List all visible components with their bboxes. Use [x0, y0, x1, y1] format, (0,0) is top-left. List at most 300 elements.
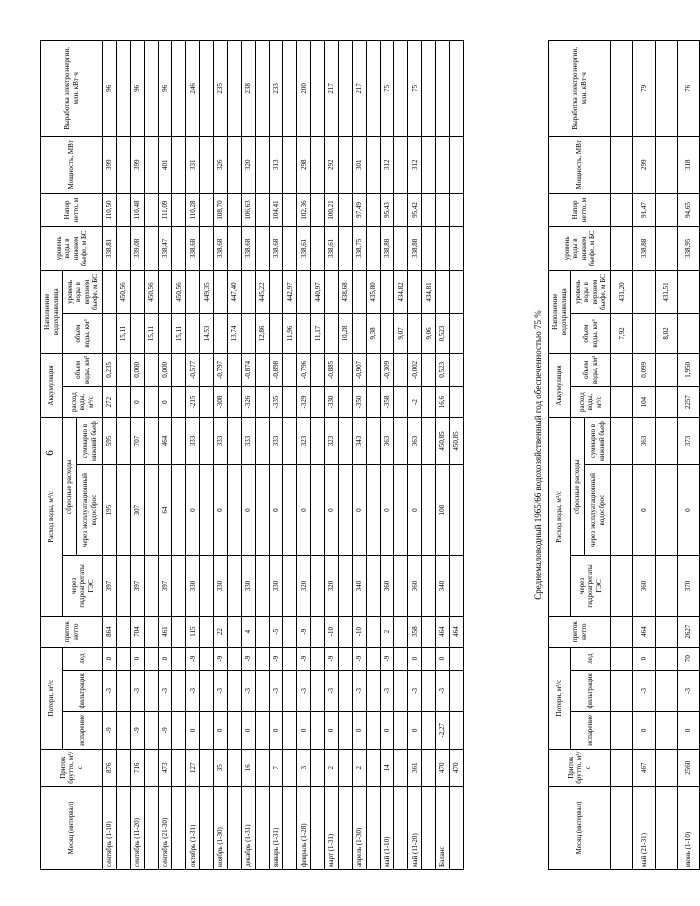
table-cell: 450,56 — [116, 270, 130, 314]
table-cell: 0 — [325, 712, 339, 749]
table-cell — [394, 712, 408, 749]
table-cell — [103, 270, 117, 314]
table-cell — [338, 670, 352, 712]
table-cell — [449, 786, 463, 869]
header-accumulation: Аккумуляция — [41, 353, 63, 417]
table-cell: 363 — [633, 418, 655, 465]
table-cell: -10 — [352, 616, 366, 647]
table-cell: -9 — [241, 647, 255, 670]
table-cell — [200, 616, 214, 647]
table-row — [144, 41, 158, 870]
table-cell — [366, 786, 380, 869]
table-cell: -3 — [241, 670, 255, 712]
table-cell — [144, 353, 158, 386]
table-cell: 360 — [633, 556, 655, 616]
table-cell — [200, 749, 214, 786]
header-upstream-level: уровень воды в верхнем бьефе, м БС — [571, 270, 611, 314]
table-cell — [283, 712, 297, 749]
table-cell: 373 — [677, 418, 699, 465]
table-cell — [227, 193, 241, 226]
table-cell: -9 — [130, 712, 144, 749]
table-cell — [352, 314, 366, 353]
table-cell: -3 — [130, 670, 144, 712]
table-cell: 15,11 — [172, 314, 186, 353]
table-cell — [227, 749, 241, 786]
table-cell — [655, 556, 677, 616]
table-cell: 0 — [633, 464, 655, 555]
table-cell — [172, 556, 186, 616]
table-cell — [116, 786, 130, 869]
table-cell — [116, 670, 130, 712]
table-cell — [422, 418, 436, 465]
table-cell: 246 — [186, 41, 200, 137]
table-cell: 333 — [269, 418, 283, 465]
table-cell: 7,92 — [611, 314, 633, 353]
table-cell — [366, 712, 380, 749]
table-cell — [611, 749, 633, 786]
table-cell — [338, 193, 352, 226]
table-cell: 473 — [158, 749, 172, 786]
table-cell — [116, 647, 130, 670]
table-cell — [200, 353, 214, 386]
table-cell — [611, 193, 633, 226]
table-cell — [200, 387, 214, 418]
table-cell — [297, 314, 311, 353]
table-cell — [172, 418, 186, 465]
table-cell: 96 — [130, 41, 144, 137]
table-cell: 14 — [380, 749, 394, 786]
table-cell: 333 — [241, 418, 255, 465]
table-cell: -0,898 — [269, 353, 283, 386]
table-cell — [255, 464, 269, 555]
table-cell — [338, 464, 352, 555]
table-cell — [611, 227, 633, 271]
table-cell — [144, 786, 158, 869]
table-cell — [241, 314, 255, 353]
table-cell — [116, 227, 130, 271]
table-cell — [255, 353, 269, 386]
table-cell — [633, 270, 655, 314]
table-cell — [655, 193, 677, 226]
table-cell: 64 — [158, 464, 172, 555]
header-reservoir-fill: Наполнение водохранилища — [41, 270, 63, 353]
table-cell — [655, 387, 677, 418]
table-cell: -3 — [352, 670, 366, 712]
table-cell — [186, 314, 200, 353]
table-cell — [255, 616, 269, 647]
table-cell — [116, 387, 130, 418]
table-cell — [116, 712, 130, 749]
table-cell: 323 — [297, 418, 311, 465]
table-row — [255, 41, 269, 870]
table-cell: -0,874 — [241, 353, 255, 386]
table-cell — [214, 314, 228, 353]
header-downstream-level: уровень воды в нижнем бьефе, м БС — [549, 227, 611, 271]
table-cell: -9 — [186, 647, 200, 670]
table-cell — [283, 227, 297, 271]
table-cell: 0 — [269, 464, 283, 555]
table-cell: 13,74 — [227, 314, 241, 353]
header-inflow-net: приток нетто — [41, 616, 103, 647]
table-cell: 338,81 — [103, 227, 117, 271]
table-cell: -3 — [380, 670, 394, 712]
table-cell — [227, 387, 241, 418]
table-cell: 0 — [352, 712, 366, 749]
table-cell: 8,02 — [655, 314, 677, 353]
header-head: Напор нетто, м — [549, 193, 611, 226]
table-cell: 235 — [214, 41, 228, 137]
table-cell — [283, 670, 297, 712]
table-cell: 360 — [408, 556, 422, 616]
table-cell: 461 — [158, 616, 172, 647]
table-cell: 449,35 — [200, 270, 214, 314]
table-cell — [366, 136, 380, 193]
table-row — [297, 41, 311, 870]
table-cell — [380, 270, 394, 314]
table-cell — [116, 418, 130, 465]
table-cell: -0,002 — [408, 353, 422, 386]
header-filtration: фильтрация — [63, 670, 103, 712]
table-cell — [449, 353, 463, 386]
table-cell — [144, 136, 158, 193]
table-row — [172, 41, 186, 870]
header-filtration: фильтрация — [571, 670, 611, 712]
table-cell: 595 — [103, 418, 117, 465]
table-cell: -0,309 — [380, 353, 394, 386]
header-spill: сбросные расходы — [571, 418, 585, 556]
header-head: Напор нетто, м — [41, 193, 103, 226]
table-cell: 338,68 — [186, 227, 200, 271]
table-row — [436, 41, 450, 870]
table-cell — [144, 647, 158, 670]
table-cell: 464 — [633, 616, 655, 647]
table-row — [366, 41, 380, 870]
table-cell — [655, 712, 677, 749]
table-row — [352, 41, 366, 870]
table-cell: 313 — [269, 136, 283, 193]
table-cell — [200, 670, 214, 712]
table-cell: 312 — [380, 136, 394, 193]
table-cell — [394, 41, 408, 137]
table-row — [200, 41, 214, 870]
table-cell — [611, 353, 633, 386]
table-cell: 94,65 — [677, 193, 699, 226]
header-through-spillway: через эксплуатационный водосброс — [585, 464, 611, 555]
header-reservoir-fill: Наполнение водохранилища — [549, 270, 571, 353]
table-cell: -9 — [297, 647, 311, 670]
table-cell — [422, 387, 436, 418]
table-cell — [449, 41, 463, 137]
table-cell — [227, 712, 241, 749]
header-ice: лед — [571, 647, 611, 670]
table-cell: 115 — [186, 616, 200, 647]
table-cell — [366, 647, 380, 670]
table-cell — [227, 670, 241, 712]
table-cell: -3 — [436, 670, 450, 712]
table-cell — [311, 418, 325, 465]
table-cell — [422, 616, 436, 647]
table-cell — [422, 670, 436, 712]
table-cell — [436, 227, 450, 271]
table-row — [186, 41, 200, 870]
table-cell — [116, 136, 130, 193]
table-cell: 2 — [352, 749, 366, 786]
table-cell — [311, 387, 325, 418]
table-cell — [311, 749, 325, 786]
table-cell — [394, 670, 408, 712]
table-cell: 7 — [269, 749, 283, 786]
table-cell: 330 — [214, 556, 228, 616]
table-cell: 0 — [408, 647, 422, 670]
table-cell: -9 — [269, 647, 283, 670]
table-cell: 0 — [158, 647, 172, 670]
table-cell: сентябрь (11-20) — [130, 786, 144, 869]
table-row — [283, 41, 297, 870]
table-cell — [227, 556, 241, 616]
header-power: Мощность, МВт — [549, 136, 611, 193]
table-cell: 0 — [297, 464, 311, 555]
table-cell: 16 — [241, 749, 255, 786]
table-row — [325, 41, 339, 870]
table-cell: 2 — [380, 616, 394, 647]
table-cell: -335 — [269, 387, 283, 418]
table-cell — [283, 616, 297, 647]
table-cell: 97,49 — [352, 193, 366, 226]
table-cell — [255, 418, 269, 465]
table-cell: 35 — [214, 749, 228, 786]
table-cell: 0,523 — [436, 353, 450, 386]
table-cell: 0 — [158, 387, 172, 418]
table-cell: 0 — [380, 464, 394, 555]
table-row — [311, 41, 325, 870]
table-cell: 323 — [325, 418, 339, 465]
table-cell: 450,85 — [449, 418, 463, 465]
table-cell: 330 — [269, 556, 283, 616]
table-cell: 217 — [325, 41, 339, 137]
table-cell — [338, 786, 352, 869]
table-cell: 312 — [408, 136, 422, 193]
table-cell — [311, 616, 325, 647]
table-cell: -308 — [214, 387, 228, 418]
table-cell: 2627 — [677, 616, 699, 647]
table-cell: 438,68 — [338, 270, 352, 314]
table-row — [116, 41, 130, 870]
table-cell: сентябрь (21-30) — [158, 786, 172, 869]
table-cell: -9 — [352, 647, 366, 670]
table-cell — [655, 786, 677, 869]
table-cell: 108,70 — [214, 193, 228, 226]
table-cell — [144, 41, 158, 137]
table-cell: 330 — [241, 556, 255, 616]
table-cell: -5 — [269, 616, 283, 647]
table-cell — [172, 616, 186, 647]
table-cell: 307 — [130, 464, 144, 555]
table-cell: 338,47 — [158, 227, 172, 271]
table-cell: -9 — [103, 712, 117, 749]
table-cell — [227, 647, 241, 670]
table-cell: 9,06 — [422, 314, 436, 353]
table-cell — [611, 712, 633, 749]
table-cell: 70 — [677, 647, 699, 670]
table-cell — [338, 616, 352, 647]
table-cell: февраль (1-28) — [297, 786, 311, 869]
table-cell: 14,53 — [200, 314, 214, 353]
table-cell: 79 — [633, 41, 655, 137]
table-cell — [172, 353, 186, 386]
table-cell — [172, 786, 186, 869]
header-evaporation: испарение — [63, 712, 103, 749]
table-cell: 0 — [214, 712, 228, 749]
table-cell: 75 — [380, 41, 394, 137]
table-cell: 2257 — [677, 387, 699, 418]
table-cell: 0 — [408, 464, 422, 555]
header-total-downstream: суммарно в нижний бьеф — [77, 418, 103, 465]
table-cell — [255, 749, 269, 786]
table-cell: 318 — [677, 136, 699, 193]
table-cell — [366, 227, 380, 271]
table-cell: 299 — [633, 136, 655, 193]
table-cell: 363 — [380, 418, 394, 465]
table-cell — [227, 41, 241, 137]
table-cell: 447,40 — [227, 270, 241, 314]
table-cell: 470 — [436, 749, 450, 786]
table-cell: 96 — [103, 41, 117, 137]
table-cell: 339,08 — [130, 227, 144, 271]
table-cell — [422, 464, 436, 555]
table-cell: 2 — [325, 749, 339, 786]
table-cell — [227, 227, 241, 271]
table-cell — [352, 270, 366, 314]
table-row — [677, 41, 699, 870]
table-cell: -3 — [325, 670, 339, 712]
table-cell: 0 — [103, 647, 117, 670]
table-cell — [394, 387, 408, 418]
header-inflow-gross: Приток брутто, м³/с — [41, 749, 103, 786]
table-cell: -0,885 — [325, 353, 339, 386]
table-cell — [186, 270, 200, 314]
table-cell: 363 — [408, 418, 422, 465]
table-cell — [655, 749, 677, 786]
table-cell: 333 — [214, 418, 228, 465]
table-row — [103, 41, 117, 870]
table-cell: январь (1-31) — [269, 786, 283, 869]
table-cell: 464 — [158, 418, 172, 465]
header-spill: сбросные расходы — [63, 418, 77, 556]
table-cell: 217 — [352, 41, 366, 137]
table-cell: 397 — [130, 556, 144, 616]
table-cell: 467 — [633, 749, 655, 786]
table-cell — [227, 464, 241, 555]
table-cell: 450,85 — [436, 418, 450, 465]
table-cell — [116, 464, 130, 555]
table-cell — [241, 270, 255, 314]
table-cell — [611, 387, 633, 418]
table-cell: 338,68 — [214, 227, 228, 271]
table-cell — [158, 270, 172, 314]
table-cell: 2560 — [677, 749, 699, 786]
table-cell: 704 — [130, 616, 144, 647]
table-cell — [394, 193, 408, 226]
table-cell — [655, 616, 677, 647]
table-cell: 0 — [297, 712, 311, 749]
table-row — [130, 41, 144, 870]
table-row — [449, 41, 463, 870]
table-cell — [130, 314, 144, 353]
table-cell: 0 — [241, 712, 255, 749]
table-cell: 12,86 — [255, 314, 269, 353]
table-cell — [394, 616, 408, 647]
table-cell — [366, 418, 380, 465]
table2-header — [549, 41, 611, 870]
table-cell — [422, 749, 436, 786]
header-energy: Выработка электроэнергии, млн. кВт·ч — [41, 41, 103, 137]
table-cell — [255, 387, 269, 418]
table-cell: 0 — [325, 464, 339, 555]
table-cell — [422, 136, 436, 193]
table-cell: -2 — [408, 387, 422, 418]
table-cell: 338,95 — [677, 227, 699, 271]
table-cell: 301 — [352, 136, 366, 193]
table-cell: 95,43 — [380, 193, 394, 226]
table-cell — [255, 136, 269, 193]
table-cell — [394, 353, 408, 386]
table-cell: 11,96 — [283, 314, 297, 353]
table-cell — [116, 353, 130, 386]
table-cell — [408, 270, 422, 314]
table-cell: май (11-20) — [408, 786, 422, 869]
table-cell — [116, 556, 130, 616]
table-cell: 0 — [408, 712, 422, 749]
header-fill-volume: объем воды, км³ — [571, 314, 611, 353]
table-cell — [338, 353, 352, 386]
table-cell — [255, 227, 269, 271]
header-losses: Потери, м³/с — [549, 647, 571, 749]
table-row — [269, 41, 283, 870]
table-cell — [255, 670, 269, 712]
table-cell: 10,28 — [338, 314, 352, 353]
table-cell — [655, 670, 677, 712]
table-cell — [283, 193, 297, 226]
table-cell: 15,11 — [144, 314, 158, 353]
table-cell: 0 — [677, 464, 699, 555]
table-cell — [366, 616, 380, 647]
table-cell: 106,63 — [241, 193, 255, 226]
table-cell — [422, 193, 436, 226]
table-row — [394, 41, 408, 870]
table-row — [338, 41, 352, 870]
table-cell — [436, 41, 450, 137]
header-water-flow: Расход воды, м³/с — [41, 418, 63, 616]
table-cell: июнь (1-10) — [677, 786, 699, 869]
table-cell: 9,07 — [394, 314, 408, 353]
header-evaporation: испарение — [571, 712, 611, 749]
table-cell — [200, 647, 214, 670]
regime-table-2 — [548, 40, 700, 870]
table-cell — [144, 616, 158, 647]
table-cell — [366, 41, 380, 137]
table-cell — [422, 786, 436, 869]
table-cell: -9 — [325, 647, 339, 670]
table-cell — [200, 556, 214, 616]
table-cell — [172, 670, 186, 712]
table-cell: 333 — [186, 418, 200, 465]
table-cell — [297, 270, 311, 314]
table-cell: 397 — [158, 556, 172, 616]
table-cell: 716 — [130, 749, 144, 786]
table-cell: 0,235 — [103, 353, 117, 386]
table-cell — [422, 556, 436, 616]
header-ice: лед — [63, 647, 103, 670]
